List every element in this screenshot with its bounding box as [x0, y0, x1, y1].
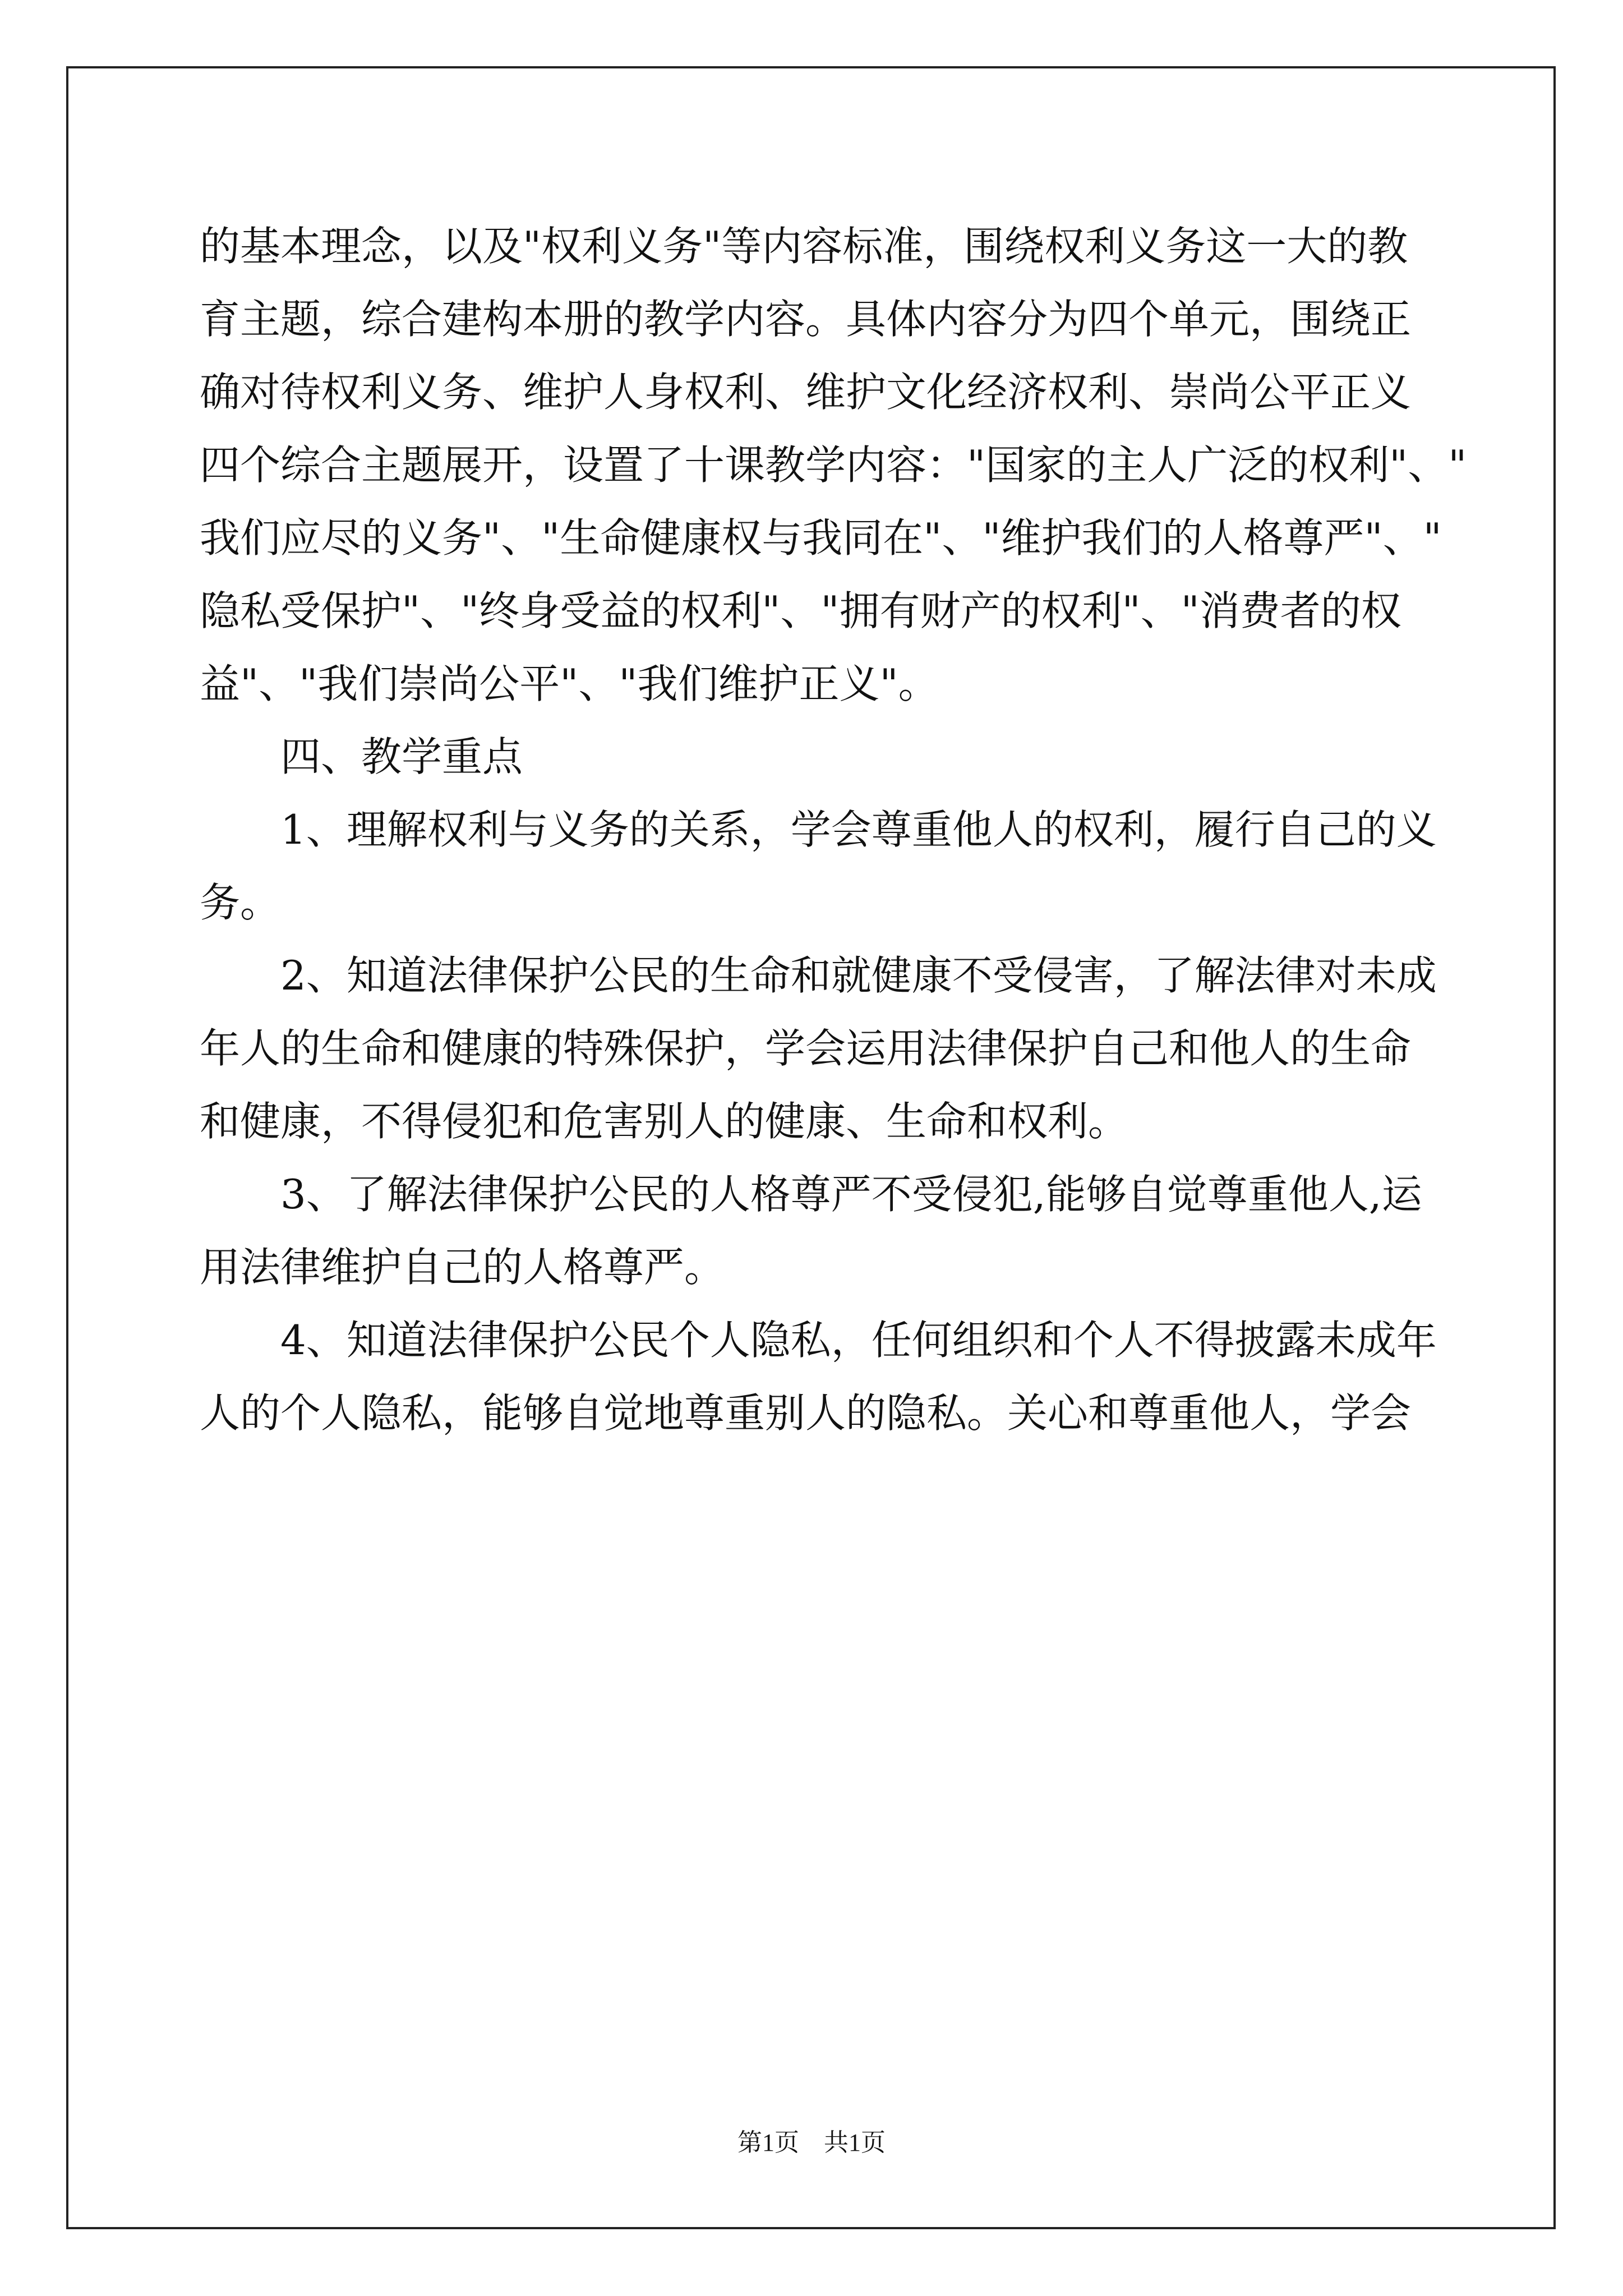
text-line: 4、知道法律保护公民个人隐私，任何组织和个人不得披露未成年 [280, 1317, 1437, 1364]
text-line: 3、了解法律保护公民的人格尊严不受侵犯,能够自觉尊重他人,运 [280, 1171, 1422, 1218]
text-line: 2、知道法律保护公民的生命和就健康不受侵害，了解法律对未成 [280, 952, 1437, 999]
text-line: 四个综合主题展开，设置了十课教学内容："国家的主人广泛的权利"、" [200, 441, 1467, 489]
text-line: 年人的生命和健康的特殊保护，学会运用法律保护自己和他人的生命 [200, 1025, 1412, 1072]
text-line: 用法律维护自己的人格尊严。 [200, 1244, 725, 1291]
section-heading: 四、教学重点 [280, 733, 523, 780]
text-line: 益"、"我们崇尚公平"、"我们维护正义"。 [200, 660, 939, 707]
text-line: 务。 [200, 879, 281, 926]
text-line: 育主题，综合建构本册的教学内容。具体内容分为四个单元，围绕正 [200, 296, 1412, 343]
page-number: 第1页 共1页 [737, 2129, 886, 2156]
text-line: 1、理解权利与义务的关系，学会尊重他人的权利，履行自己的义 [280, 806, 1437, 853]
text-line: 的基本理念，以及"权利义务"等内容标准，围绕权利义务这一大的教 [200, 223, 1408, 270]
text-line: 隐私受保护"、"终身受益的权利"、"拥有财产的权利"、"消费者的权 [200, 587, 1401, 634]
text-line: 人的个人隐私，能够自觉地尊重别人的隐私。关心和尊重他人，学会 [200, 1389, 1412, 1437]
text-line: 我们应尽的义务"、"生命健康权与我同在"、"维护我们的人格尊严"、" [200, 514, 1442, 562]
text-line: 和健康，不得侵犯和危害别人的健康、生命和权利。 [200, 1098, 1129, 1145]
text-line: 确对待权利义务、维护人身权利、维护文化经济权利、崇尚公平正义 [200, 369, 1412, 416]
